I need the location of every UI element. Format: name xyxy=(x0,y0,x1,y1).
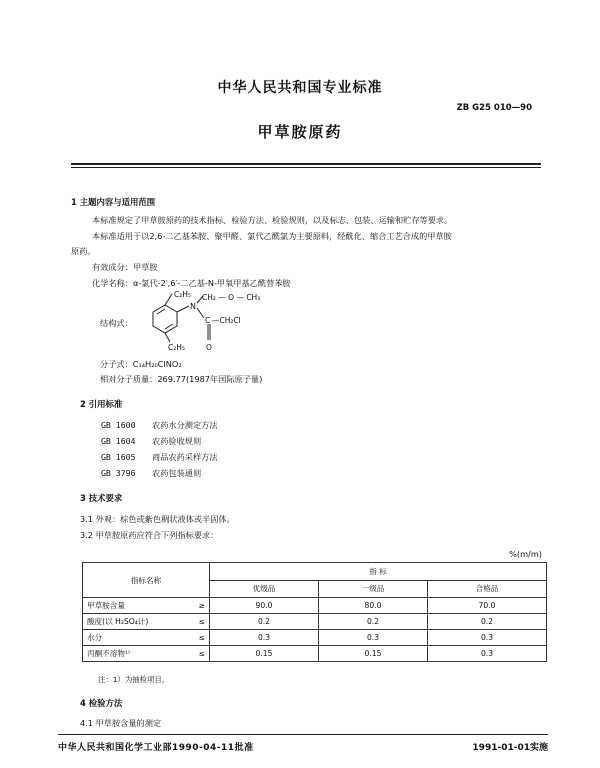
structure-label: 结构式： xyxy=(100,318,133,328)
comparison-symbol: ≤ xyxy=(187,630,210,646)
ref-title: 商品农药采样方法 xyxy=(152,452,218,462)
grade-header: 优级品 xyxy=(210,580,319,598)
carbonyl-oxygen: O xyxy=(206,343,212,352)
molecular-mass: 相对分子质量：269.77(1987年国际原子量) xyxy=(100,374,263,384)
cell-value: 0.3 xyxy=(428,630,547,646)
active-ingredient: 有效成分：甲草胺 xyxy=(92,262,158,272)
header-divider-thick xyxy=(71,163,541,165)
cell-value: 0.15 xyxy=(319,646,428,662)
ref-code: GB 1605 xyxy=(101,452,136,462)
cell-value: 90.0 xyxy=(210,598,319,614)
issuing-authority-title: 中华人民共和国专业标准 xyxy=(217,80,383,96)
header-divider-thin xyxy=(71,167,541,168)
row-label: 丙酮不溶物¹⁾ xyxy=(83,646,188,662)
specification-table xyxy=(82,562,547,662)
ref-title: 农药包装通则 xyxy=(152,468,202,478)
table-row xyxy=(83,630,547,646)
ethyl-group-bottom: C₂H₅ xyxy=(168,343,185,352)
cell-value: 80.0 xyxy=(319,598,428,614)
structural-formula xyxy=(134,290,284,358)
row-label: 甲草胺含量 xyxy=(83,598,188,614)
ref-title: 农药验收规则 xyxy=(152,436,202,446)
approval-statement: 中华人民共和国化学工业部1990-04-11批准 xyxy=(58,743,254,753)
footer-divider xyxy=(58,734,548,735)
cell-value: 0.2 xyxy=(319,614,428,630)
section-1-paragraph-2: 本标准适用于以2,6-二乙基苯胺、聚甲醛、氯代乙酰氯为主要原料，经酰化、缩合工艺合成的甲草胺 xyxy=(92,231,452,241)
item-3-1: 3.1 外观：棕色或紫色稠状液体或半固体。 xyxy=(80,514,235,524)
document-title: 甲草胺原药 xyxy=(257,123,343,141)
section-1-paragraph-1: 本标准规定了甲草胺原药的技术指标、检验方法、检验规则，以及标志、包装、运输和贮存等要求。 xyxy=(92,215,453,225)
table-row xyxy=(83,614,547,630)
column-header-name: 指标名称 xyxy=(83,563,210,598)
unit-label: %(m/m) xyxy=(509,549,542,559)
grade-header: 合格品 xyxy=(428,580,547,598)
table-header-row xyxy=(83,563,547,581)
column-group-header: 指 标 xyxy=(210,563,547,581)
table-row xyxy=(83,646,547,662)
nitrogen-atom: N xyxy=(190,302,196,311)
section-2-heading: 2 引用标准 xyxy=(80,399,123,409)
grade-header: 一级品 xyxy=(319,580,428,598)
chemical-name: 化学名称：α-氯代-2′,6′-二乙基-N-甲氧甲基乙酰替苯胺 xyxy=(92,278,291,288)
carbonyl-carbon: C xyxy=(205,316,211,325)
ref-title: 农药水分测定方法 xyxy=(152,420,218,430)
chloromethyl-group: —CH₂Cl xyxy=(212,316,241,325)
cell-value: 0.3 xyxy=(319,630,428,646)
row-label: 酸度(以 H₂SO₄计) xyxy=(83,614,188,630)
ref-code: GB 3796 xyxy=(101,468,136,478)
cell-value: 0.3 xyxy=(210,630,319,646)
table-row xyxy=(83,598,547,614)
ref-code: GB 1604 xyxy=(101,436,136,446)
section-4-heading: 4 检验方法 xyxy=(80,698,123,708)
comparison-symbol: ≥ xyxy=(187,598,210,614)
section-1-paragraph-2-cont: 原药。 xyxy=(71,246,96,256)
molecular-formula: 分子式：C₁₄H₂₀ClNO₂ xyxy=(100,359,182,369)
cell-value: 0.15 xyxy=(210,646,319,662)
comparison-symbol: ≤ xyxy=(187,646,210,662)
row-label: 水分 xyxy=(83,630,188,646)
item-3-2: 3.2 甲草胺原药应符合下列指标要求： xyxy=(80,530,219,540)
item-4-1: 4.1 甲草胺含量的测定 xyxy=(80,718,162,728)
comparison-symbol: ≤ xyxy=(187,614,210,630)
cell-value: 0.2 xyxy=(428,614,547,630)
ref-code: GB 1600 xyxy=(101,420,136,430)
section-1-heading: 1 主题内容与适用范围 xyxy=(71,197,156,207)
table-footnote: 注：1）为抽检项目。 xyxy=(98,675,170,684)
cell-value: 0.3 xyxy=(428,646,547,662)
standard-code: ZB G25 010—90 xyxy=(456,103,532,113)
ethyl-group-top: C₂H₅ xyxy=(174,290,191,299)
methoxymethyl-chain: CH₂ — O — CH₃ xyxy=(202,293,261,302)
cell-value: 70.0 xyxy=(428,598,547,614)
effective-date: 1991-01-01实施 xyxy=(472,743,548,753)
section-3-heading: 3 技术要求 xyxy=(80,493,123,503)
cell-value: 0.2 xyxy=(210,614,319,630)
